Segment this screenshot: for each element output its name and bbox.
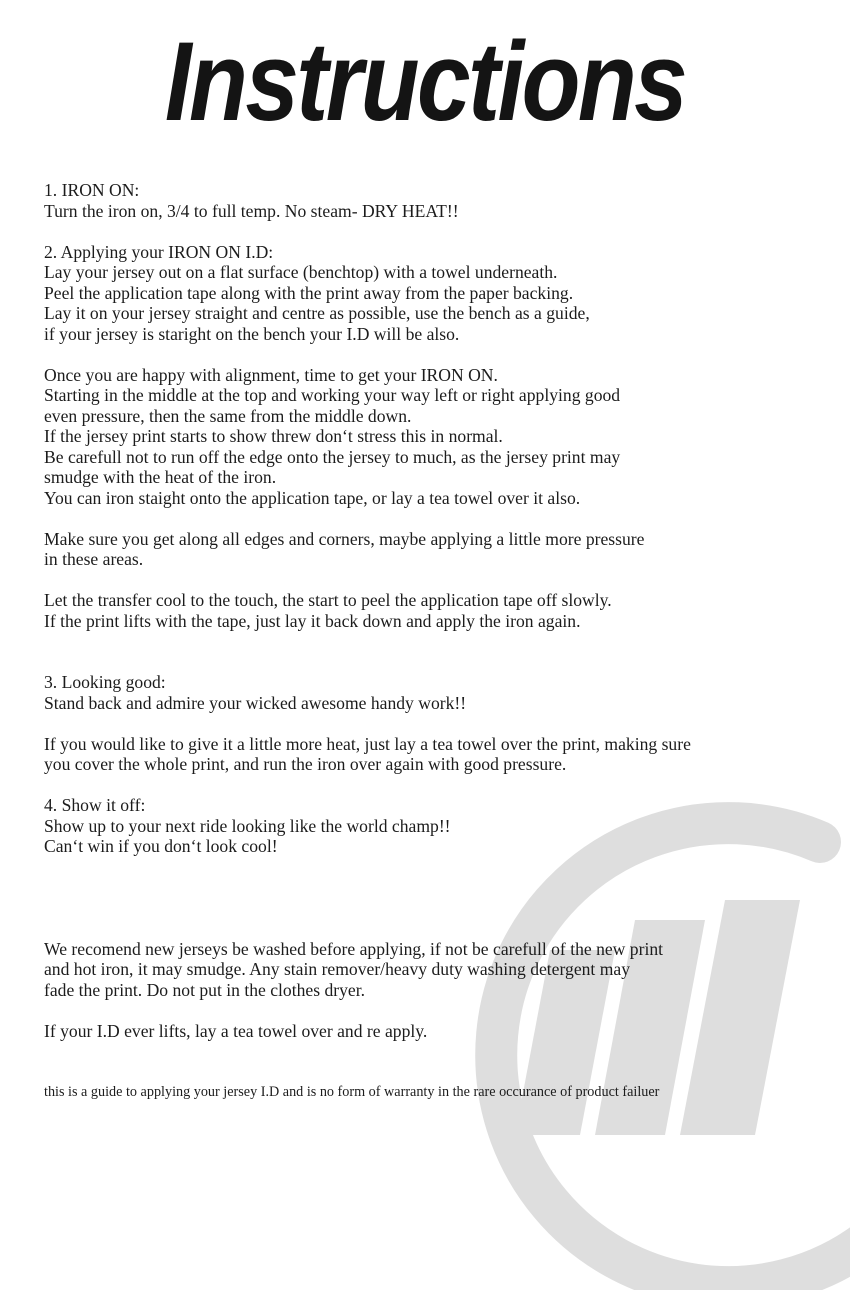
section-4-heading: 4. Show it off:	[44, 795, 146, 815]
section-3-p2-line: you cover the whole print, and run the iron over again with good pressure.	[44, 754, 567, 774]
section-2-p2-line: Be carefull not to run off the edge onto the jersey to much, as the jersey print may	[44, 446, 621, 467]
section-2-p2-line: If the jersey print starts to show threw don‘t stress this in normal.	[44, 426, 503, 446]
notes-line: We recomend new jerseys be washed before applying, if not be carefull of the new print	[44, 938, 664, 959]
section-2-heading: 2. Applying your IRON ON I.D:	[44, 241, 274, 262]
notes-line: and hot iron, it may smudge. Any stain remover/heavy duty washing detergent may	[44, 959, 631, 979]
notes-reapply-line: If your I.D ever lifts, lay a tea towel over and re apply.	[44, 1020, 428, 1041]
section-2-p2-line: You can iron staight onto the application tape, or lay a tea towel over it also.	[44, 487, 581, 508]
section-4-line: Can‘t win if you don‘t look cool!	[44, 836, 278, 856]
section-2-p1-line: if your jersey is staright on the bench your I.D will be also.	[44, 323, 460, 344]
section-2-p3-line: in these areas.	[44, 549, 144, 569]
instructions-body	[44, 180, 844, 1103]
section-3-p2-line: If you would like to give it a little more heat, just lay a tea towel over the print, making sure	[44, 733, 691, 754]
section-4-line: Show up to your next ride looking like the world champ!!	[44, 815, 451, 836]
section-2-p1-line: Lay it on your jersey straight and centre as possible, use the bench as a guide,	[44, 303, 590, 323]
section-2-p4-line: If the print lifts with the tape, just lay it back down and apply the iron again.	[44, 610, 581, 631]
section-2-p2-line: Starting in the middle at the top and working your way left or right applying good	[44, 385, 621, 405]
section-2-p2-line: even pressure, then the same from the middle down.	[44, 405, 412, 426]
section-1-line: Turn the iron on, 3/4 to full temp. No steam- DRY HEAT!!	[44, 200, 459, 221]
section-3-line: Stand back and admire your wicked awesome handy work!!	[44, 692, 467, 713]
section-2-p2-line: Once you are happy with alignment, time to get your IRON ON.	[44, 364, 498, 385]
disclaimer: this is a guide to applying your jersey I.D and is no form of warranty in the rare occurance of product failuer	[44, 1084, 660, 1100]
notes-line: fade the print. Do not put in the clothes dryer.	[44, 979, 366, 1000]
section-2-p2-line: smudge with the heat of the iron.	[44, 467, 277, 487]
section-2-p4-line: Let the transfer cool to the touch, the start to peel the application tape off slowly.	[44, 590, 612, 610]
page-title: Instructions	[164, 19, 686, 144]
section-2-p3-line: Make sure you get along all edges and corners, maybe applying a little more pressure	[44, 528, 645, 549]
section-2-p1-line: Peel the application tape along with the print away from the paper backing.	[44, 282, 574, 303]
section-3-heading: 3. Looking good:	[44, 672, 166, 692]
section-1-heading: 1. IRON ON:	[44, 180, 140, 200]
section-2-p1-line: Lay your jersey out on a flat surface (benchtop) with a towel underneath.	[44, 262, 558, 282]
